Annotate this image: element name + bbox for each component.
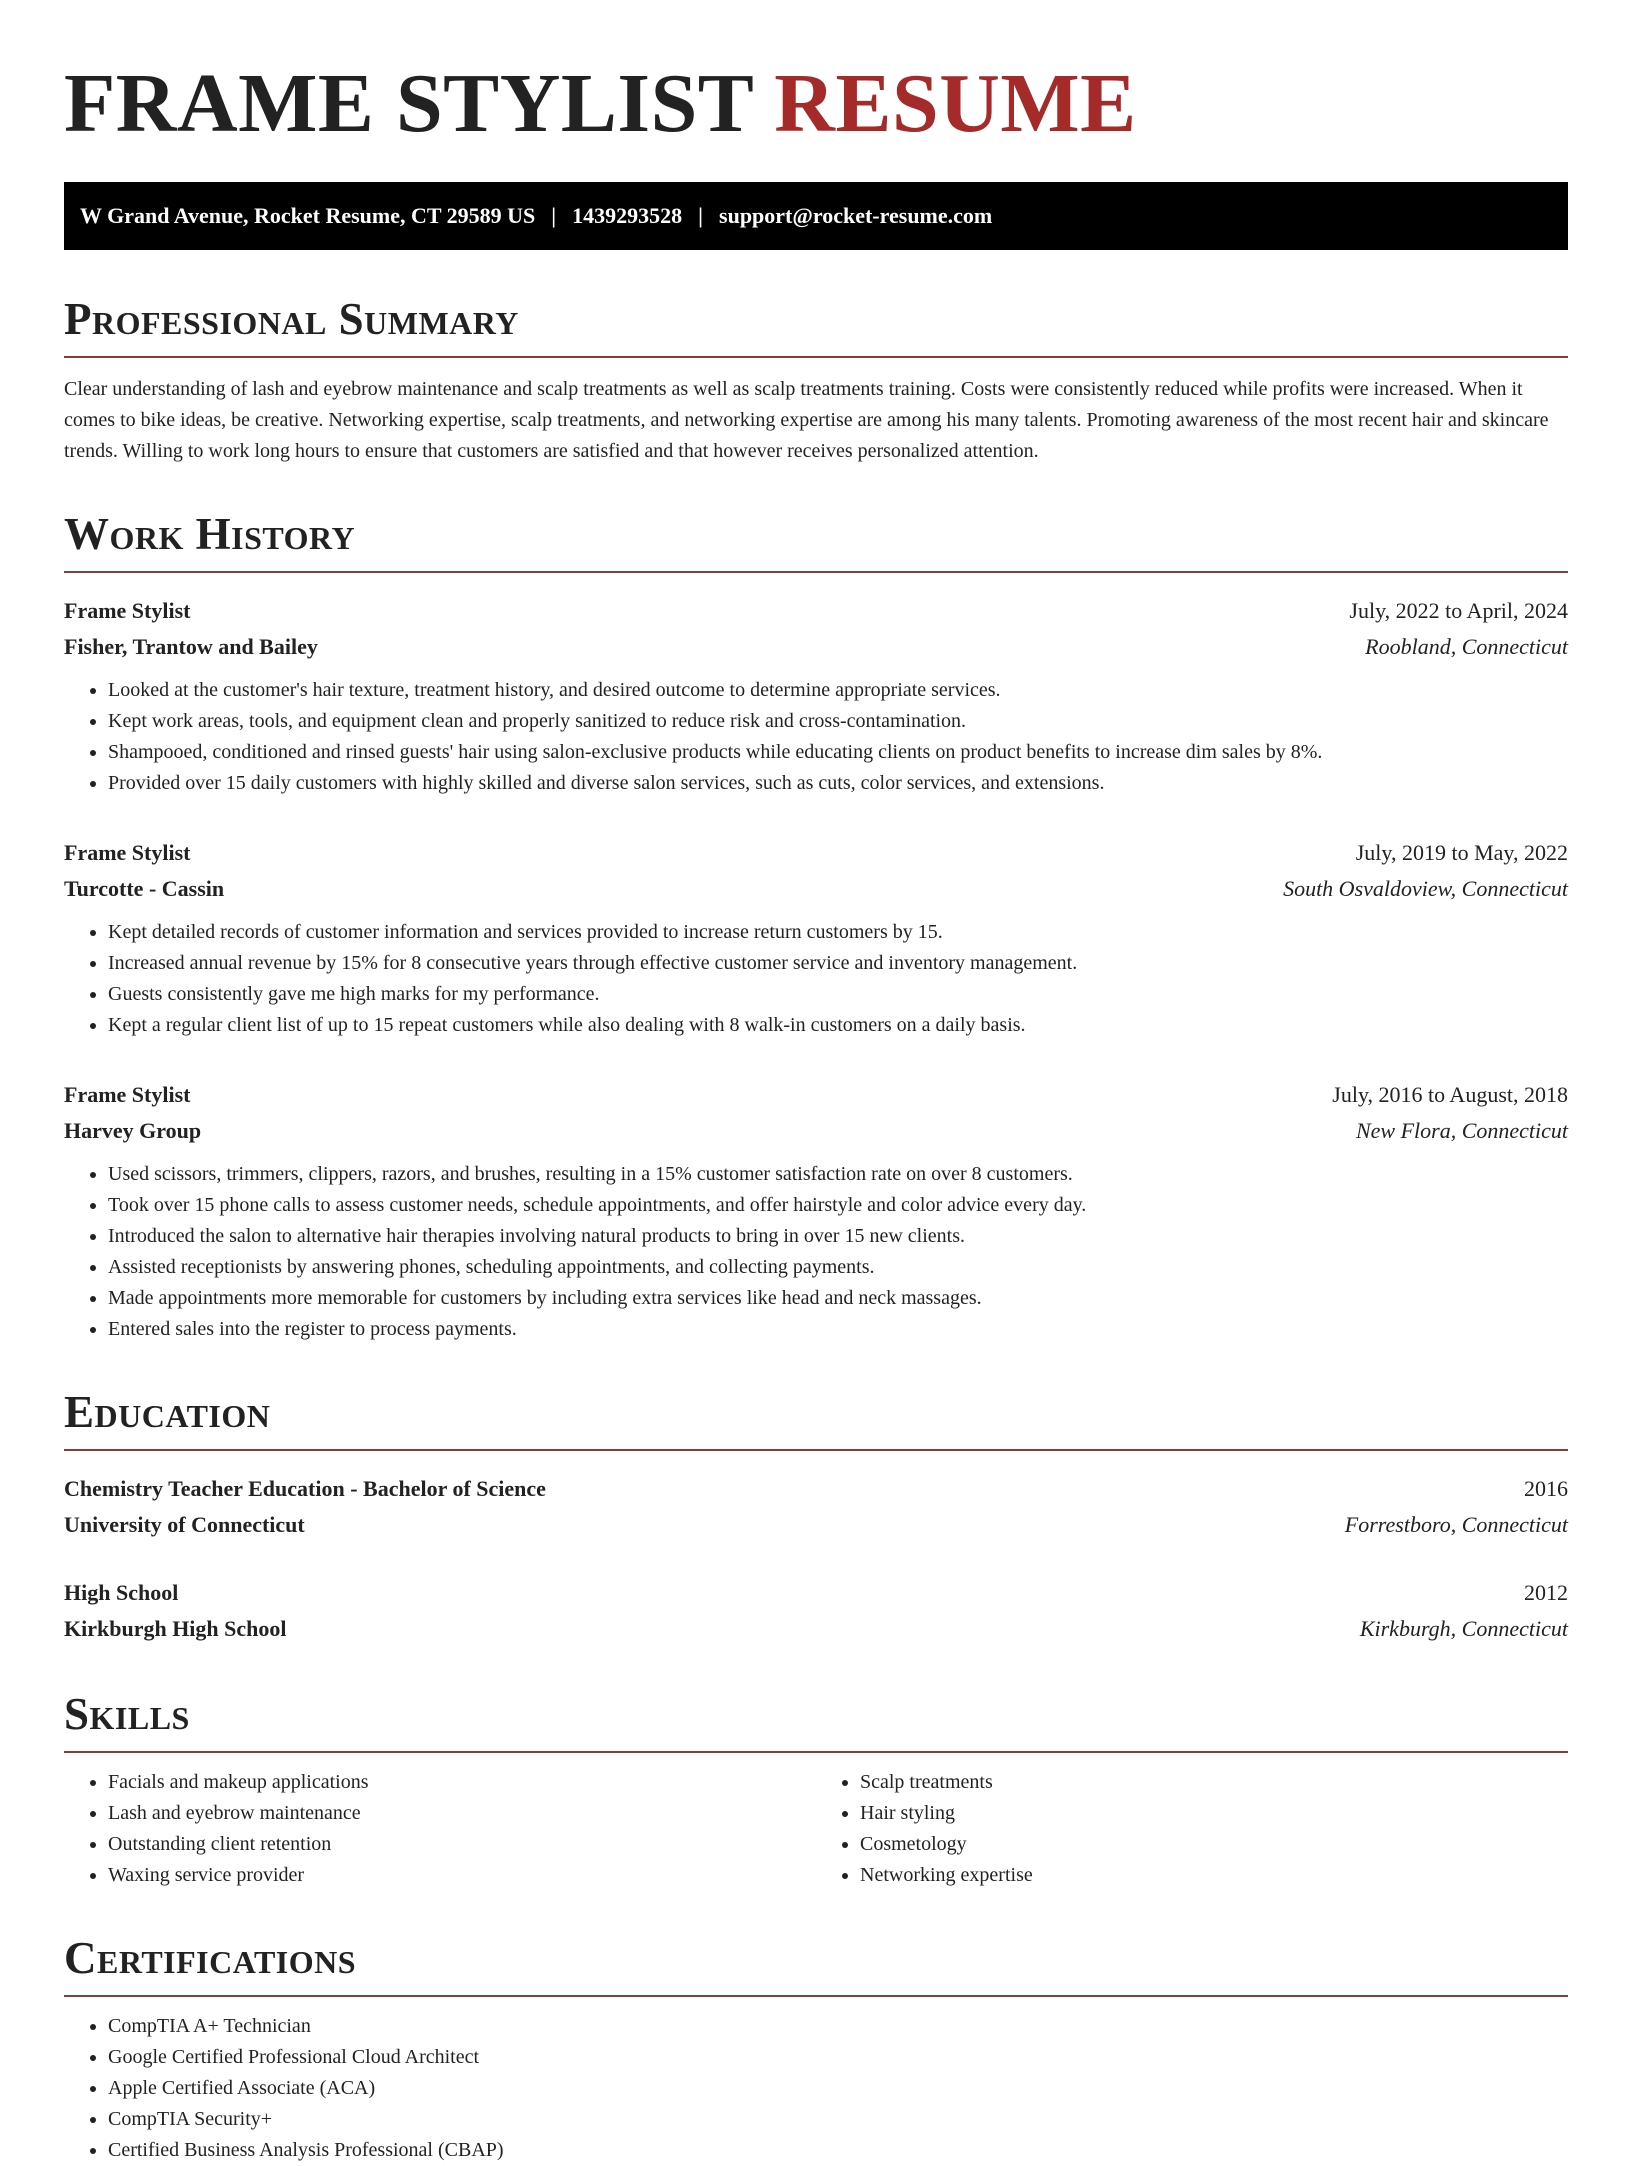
section-heading: Work History (64, 511, 1568, 573)
list-item: • Hair styling (860, 1798, 1568, 1829)
list-item: • CompTIA A+ Technician (108, 2011, 1568, 2042)
contact-address: W Grand Avenue, Rocket Resume, CT 29589 US (80, 203, 536, 228)
job-company: Turcotte - Cassin (64, 876, 225, 901)
list-item: • Used scissors, trimmers, clippers, razors, and brushes, resulting in a 15% customer satisfaction rate on over 8 customers. (108, 1159, 1568, 1190)
list-item: • CompTIA Security+ (108, 2104, 1568, 2135)
section-heading: Professional Summary (64, 296, 1568, 358)
title-main: FRAME STYLIST (64, 57, 753, 150)
education-entry (64, 1471, 1568, 1543)
job-entry (64, 835, 1568, 1041)
education-degree-row (64, 1575, 1568, 1611)
job-company-row (64, 1113, 1568, 1149)
job-dates: July, 2016 to August, 2018 (1332, 1082, 1568, 1107)
list-item: • Google Certified Professional Cloud Architect (108, 2042, 1568, 2073)
education-degree: High School (64, 1580, 179, 1605)
education-location: Kirkburgh, Connecticut (1359, 1616, 1568, 1641)
list-item: • Facials and makeup applications (108, 1767, 816, 1798)
job-company: Fisher, Trantow and Bailey (64, 634, 318, 659)
education-school: University of Connecticut (64, 1512, 305, 1537)
job-company: Harvey Group (64, 1118, 202, 1143)
skills-section (64, 1691, 1568, 1891)
skills-columns (64, 1767, 1568, 1891)
job-location: New Flora, Connecticut (1355, 1118, 1568, 1143)
education-year: 2012 (1524, 1580, 1568, 1605)
list-item: • Waxing service provider (108, 1860, 816, 1891)
work-history-section (64, 511, 1568, 1345)
list-item: • Looked at the customer's hair texture, treatment history, and desired outcome to determine appropriate services. (108, 675, 1568, 706)
job-location: Roobland, Connecticut (1365, 634, 1568, 659)
contact-phone[interactable]: 1439293528 (572, 203, 683, 228)
job-title: Frame Stylist (64, 1082, 191, 1107)
education-location: Forrestboro, Connecticut (1344, 1512, 1568, 1537)
education-school-row (64, 1507, 1568, 1543)
education-entry (64, 1575, 1568, 1647)
list-item: • Kept work areas, tools, and equipment clean and properly sanitized to reduce risk and cross-contamination. (108, 706, 1568, 737)
contact-email[interactable]: support@rocket-resume.com (719, 203, 993, 228)
list-item: • Provided over 15 daily customers with highly skilled and diverse salon services, such as cuts, color services, and extensions. (108, 768, 1568, 799)
contact-separator: | (698, 203, 704, 228)
skills-right-list (816, 1767, 1568, 1891)
list-item: • Assisted receptionists by answering phones, scheduling appointments, and collecting payments. (108, 1252, 1568, 1283)
list-item: • Kept detailed records of customer information and services provided to increase return customers by 15. (108, 917, 1568, 948)
contact-separator: | (551, 203, 557, 228)
section-heading: Education (64, 1389, 1568, 1451)
list-item: • Networking expertise (860, 1860, 1568, 1891)
list-item: • Scalp treatments (860, 1767, 1568, 1798)
page-title (64, 0, 1568, 150)
list-item: • Outstanding client retention (108, 1829, 816, 1860)
job-bullets (64, 675, 1568, 799)
list-item: • Took over 15 phone calls to assess customer needs, schedule appointments, and offer hairstyle and color advice every day. (108, 1190, 1568, 1221)
list-item: • Cosmetology (860, 1829, 1568, 1860)
job-title: Frame Stylist (64, 598, 191, 623)
job-entry (64, 593, 1568, 799)
list-item: • Introduced the salon to alternative hair therapies involving natural products to bring in over 15 new clients. (108, 1221, 1568, 1252)
job-entry (64, 1077, 1568, 1345)
list-item: • Certified Business Analysis Professional (CBAP) (108, 2135, 1568, 2166)
list-item: • Shampooed, conditioned and rinsed guests' hair using salon-exclusive products while educating clients on product benefits to increase dim sales by 8%. (108, 737, 1568, 768)
job-location: South Osvaldoview, Connecticut (1283, 876, 1568, 901)
certifications-section (64, 1935, 1568, 2166)
job-company-row (64, 871, 1568, 907)
section-heading: Skills (64, 1691, 1568, 1753)
list-item: • Increased annual revenue by 15% for 8 consecutive years through effective customer service and inventory management. (108, 948, 1568, 979)
job-dates: July, 2022 to April, 2024 (1349, 598, 1568, 623)
education-section (64, 1389, 1568, 1647)
job-dates: July, 2019 to May, 2022 (1355, 840, 1568, 865)
education-degree: Chemistry Teacher Education - Bachelor of Science (64, 1476, 546, 1501)
list-item: • Apple Certified Associate (ACA) (108, 2073, 1568, 2104)
summary-section (64, 296, 1568, 467)
job-header-row (64, 593, 1568, 629)
title-accent: RESUME (774, 57, 1137, 150)
certifications-list (64, 2011, 1568, 2166)
job-header-row (64, 835, 1568, 871)
skills-left-list (64, 1767, 816, 1891)
list-item: • Kept a regular client list of up to 15 repeat customers while also dealing with 8 walk-in customers on a daily basis. (108, 1010, 1568, 1041)
job-header-row (64, 1077, 1568, 1113)
list-item: • Lash and eyebrow maintenance (108, 1798, 816, 1829)
list-item: • Made appointments more memorable for customers by including extra services like head and neck massages. (108, 1283, 1568, 1314)
job-title: Frame Stylist (64, 840, 191, 865)
job-company-row (64, 629, 1568, 665)
job-bullets (64, 917, 1568, 1041)
contact-bar (64, 182, 1568, 250)
summary-text: Clear understanding of lash and eyebrow maintenance and scalp treatments as well as scalp treatments training. Costs were consistently reduced while profits were increased. When it comes to bike ideas, be creative. Networking expertise, scalp treatments, and networking expertise are among his many talents. Promoting awareness of the most recent hair and skincare trends. Willing to work long hours to ensure that customers are satisfied and that however receives personalized attention. (64, 378, 1549, 462)
education-degree-row (64, 1471, 1568, 1507)
education-year: 2016 (1524, 1476, 1568, 1501)
education-school-row (64, 1611, 1568, 1647)
section-heading: Certifications (64, 1935, 1568, 1997)
job-bullets (64, 1159, 1568, 1345)
list-item: • Entered sales into the register to process payments. (108, 1314, 1568, 1345)
education-school: Kirkburgh High School (64, 1616, 287, 1641)
list-item: • Guests consistently gave me high marks for my performance. (108, 979, 1568, 1010)
